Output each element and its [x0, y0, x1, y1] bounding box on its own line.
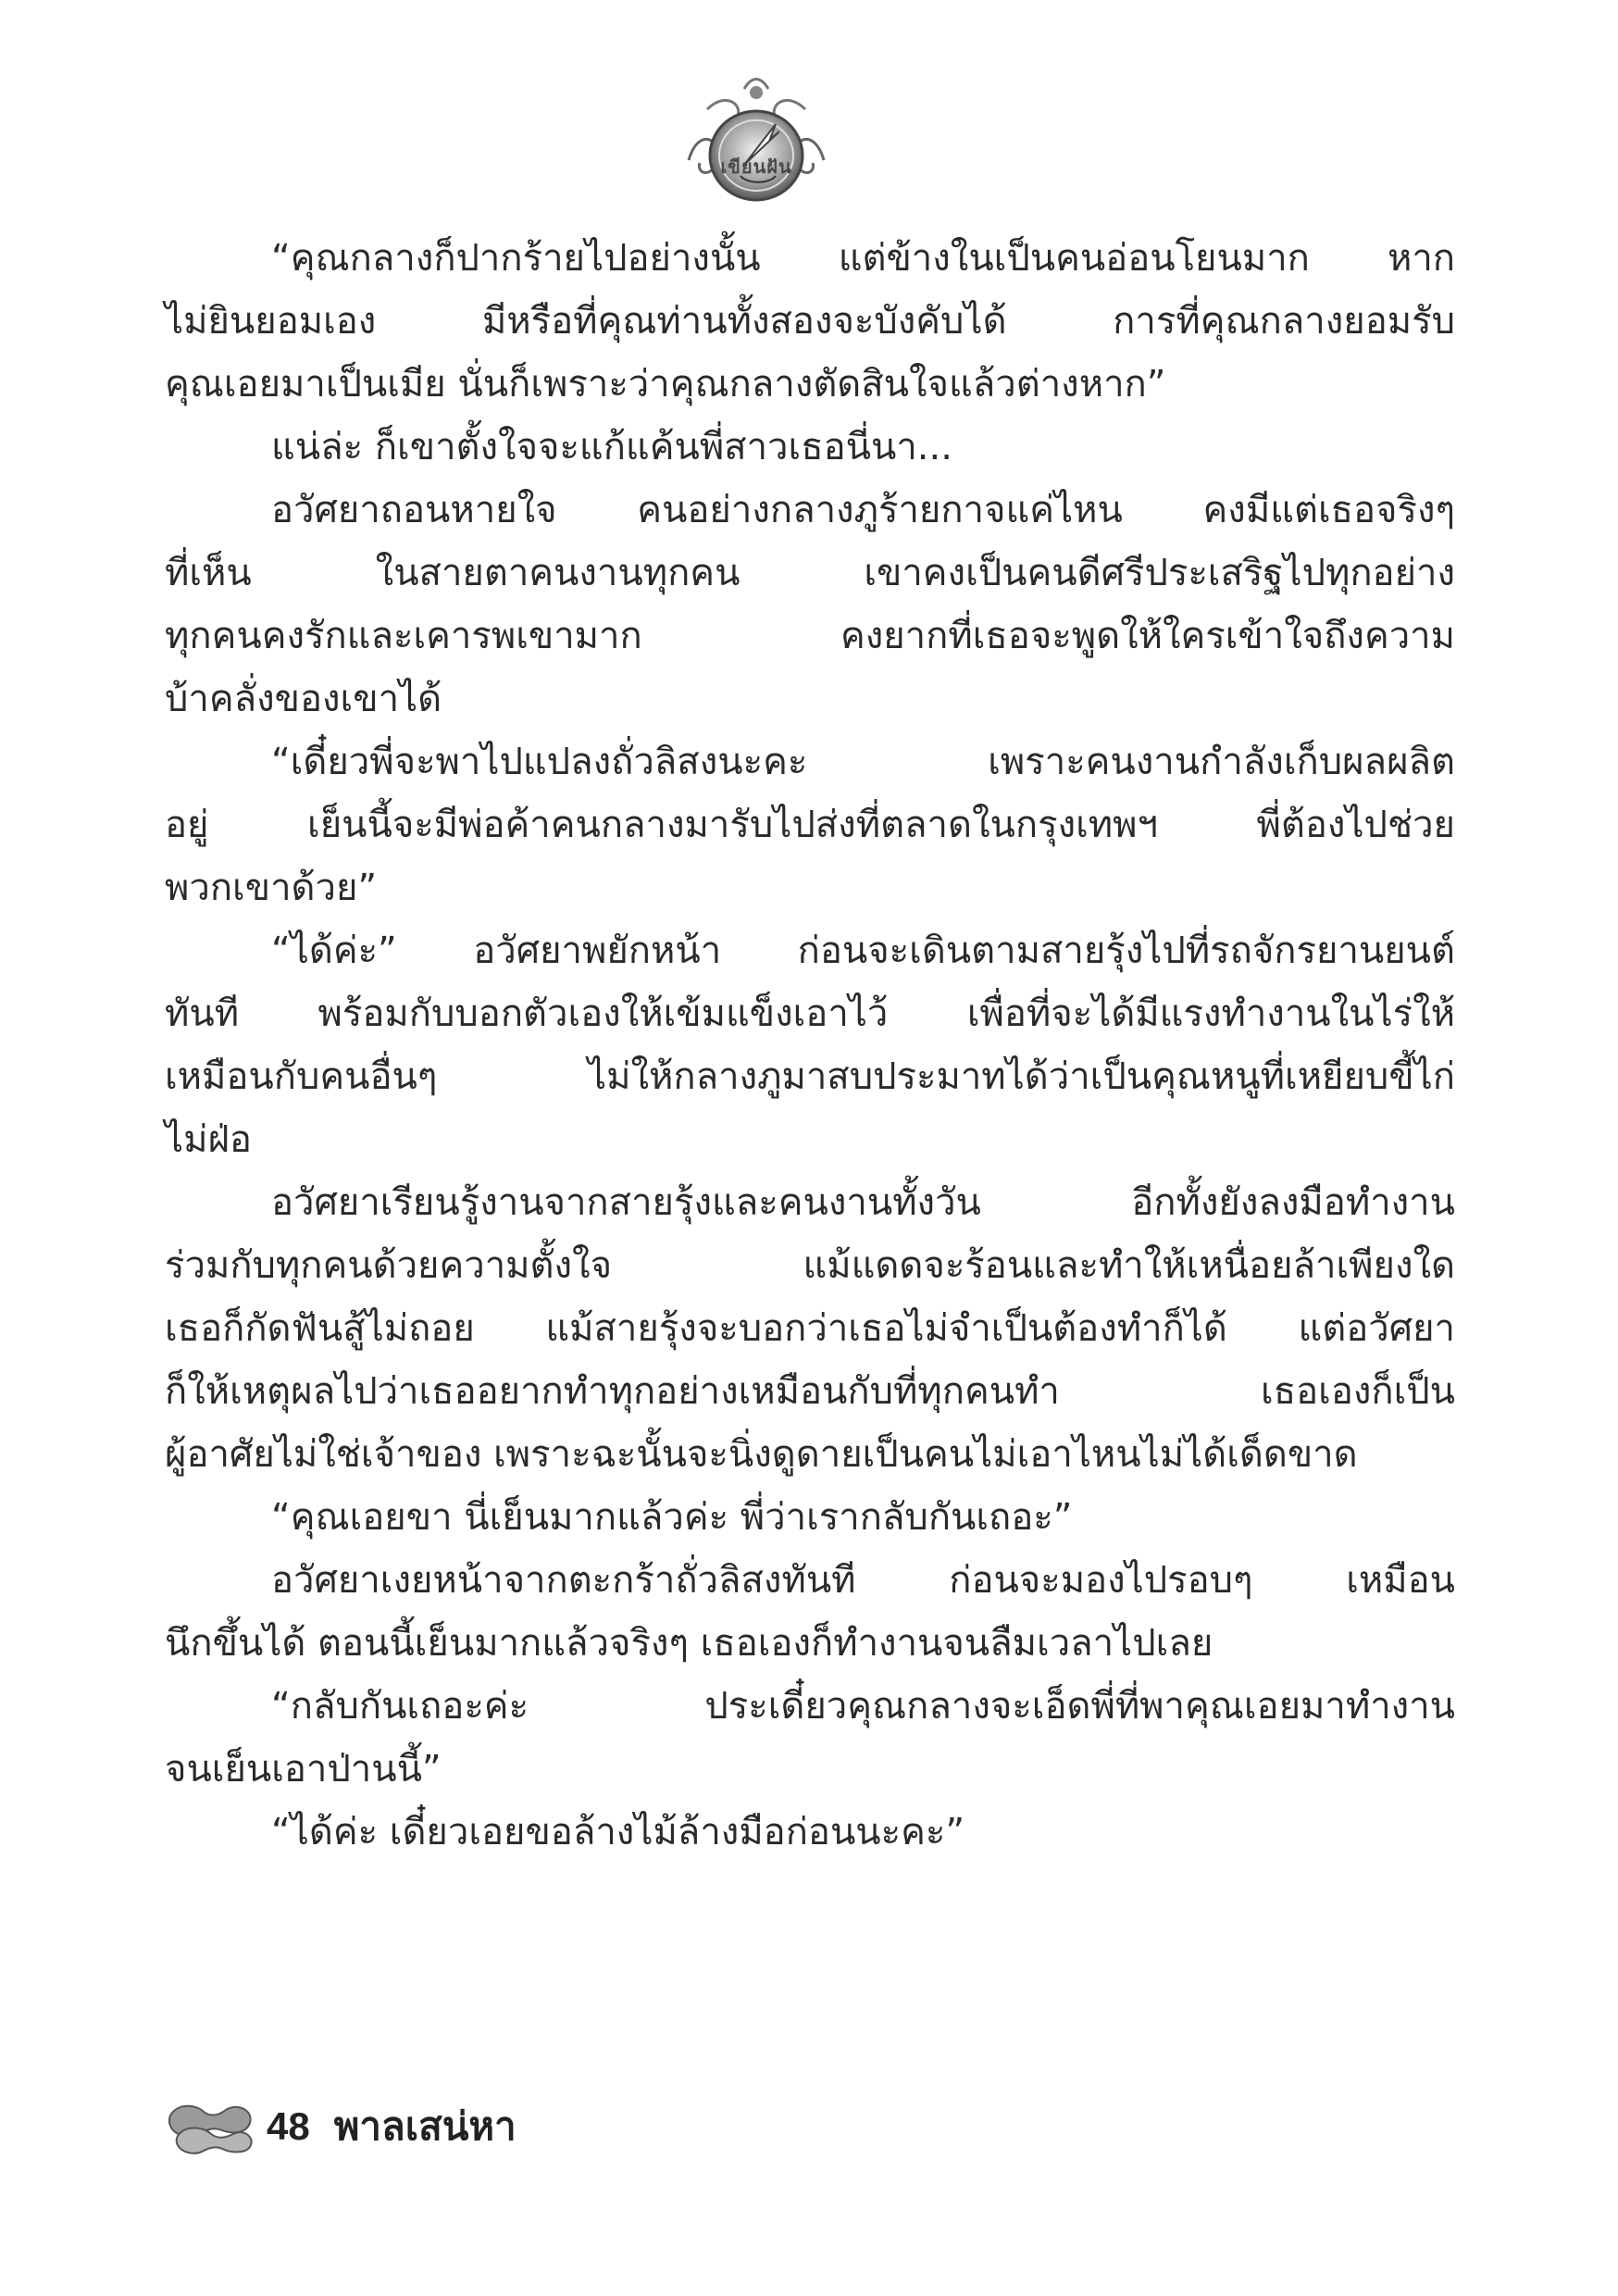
text-line: อวัศยาเงยหน้าจากตะกร้าถั่วลิสงทันที ก่อนจะมองไปรอบๆ เหมือน: [271, 1559, 1455, 1602]
text-line: ร่วมกับทุกคนด้วยความตั้งใจ แม้แดดจะร้อนและทำให้เหนื่อยล้าเพียงใด: [165, 1244, 1455, 1287]
text-line: ทันที พร้อมกับบอกตัวเองให้เข้มแข็งเอาไว้ เพื่อที่จะได้มีแรงทำงานในไร่ให้: [165, 992, 1455, 1035]
text-line: ก็ให้เหตุผลไปว่าเธออยากทำทุกอย่างเหมือนกับที่ทุกคนทำ เธอเองก็เป็น: [165, 1370, 1455, 1413]
text-line: พวกเขาด้วย”: [165, 867, 378, 909]
text-line: เธอก็กัดฟันสู้ไม่ถอย แม้สายรุ้งจะบอกว่าเธอไม่จำเป็นต้องทำก็ได้ แต่อวัศยา: [165, 1307, 1455, 1350]
text-line: ที่เห็น ในสายตาคนงานทุกคน เขาคงเป็นคนดีศรีประเสริฐไปทุกอย่าง: [165, 552, 1455, 594]
text-line: คุณเอยมาเป็นเมีย นั่นก็เพราะว่าคุณกลางตัดสินใจแล้วต่างหาก”: [165, 363, 1166, 406]
text-line: “คุณเอยขา นี่เย็นมากแล้วค่ะ พี่ว่าเรากลับกันเถอะ”: [271, 1496, 1073, 1539]
text-line: ทุกคนคงรักและเคารพเขามาก คงยากที่เธอจะพูดให้ใครเข้าใจถึงความ: [165, 615, 1455, 657]
text-line: “กลับกันเถอะค่ะ ประเดี๋ยวคุณกลางจะเอ็ดพี่ที่พาคุณเอยมาทำงาน: [271, 1685, 1455, 1728]
text-line: เหมือนกับคนอื่นๆ ไม่ให้กลางภูมาสบประมาทได้ว่าเป็นคุณหนูที่เหยียบขี้ไก่: [165, 1055, 1455, 1098]
text-line: จนเย็นเอาป่านนี้”: [165, 1748, 442, 1791]
text-line: บ้าคลั่งของเขาได้: [165, 678, 442, 720]
header-emblem: [679, 72, 833, 211]
ornament-emblem-icon: [679, 72, 833, 211]
text-line: อยู่ เย็นนี้จะมีพ่อค้าคนกลางมารับไปส่งที่ตลาดในกรุงเทพฯ พี่ต้องไปช่วย: [165, 804, 1455, 846]
text-line: ไม่ยินยอมเอง มีหรือที่คุณท่านทั้งสองจะบังคับได้ การที่คุณกลางยอมรับ: [165, 300, 1455, 343]
text-line: “เดี๋ยวพี่จะพาไปแปลงถั่วลิสงนะคะ เพราะคนงานกำลังเก็บผลผลิต: [271, 741, 1455, 783]
text-line: “คุณกลางก็ปากร้ายไปอย่างนั้น แต่ข้างในเป็นคนอ่อนโยนมาก หาก: [271, 237, 1455, 280]
text-line: “ได้ค่ะ เดี๋ยวเอยขอล้างไม้ล้างมือก่อนนะคะ”: [271, 1811, 965, 1853]
text-line: “ได้ค่ะ” อวัศยาพยักหน้า ก่อนจะเดินตามสายรุ้งไปที่รถจักรยานยนต์: [271, 930, 1455, 972]
page-footer: [165, 2094, 813, 2159]
text-line: อวัศยาเรียนรู้งานจากสายรุ้งและคนงานทั้งวัน อีกทั้งยังลงมือทำงาน: [271, 1181, 1455, 1224]
body-text: [165, 227, 1455, 1864]
text-line: แน่ล่ะ ก็เขาตั้งใจจะแก้แค้นพี่สาวเธอนี่นา...: [271, 426, 952, 468]
peanut-icon: [165, 2097, 257, 2156]
page-number: 48: [267, 2104, 310, 2148]
text-line: นึกขึ้นได้ ตอนนี้เย็นมากแล้วจริงๆ เธอเองก็ทำงานจนลืมเวลาไปเลย: [165, 1622, 1214, 1665]
emblem-label: เขียนฝัน: [720, 156, 792, 178]
text-line: อวัศยาถอนหายใจ คนอย่างกลางภูร้ายกาจแค่ไหน คงมีแต่เธอจริงๆ: [271, 489, 1455, 531]
text-line: ไม่ฝ่อ: [165, 1118, 252, 1161]
text-line: ผู้อาศัยไม่ใช่เจ้าของ เพราะฉะนั้นจะนิ่งดูดายเป็นคนไม่เอาไหนไม่ได้เด็ดขาด: [165, 1433, 1358, 1476]
book-title: พาลเสน่หา: [333, 2103, 517, 2149]
